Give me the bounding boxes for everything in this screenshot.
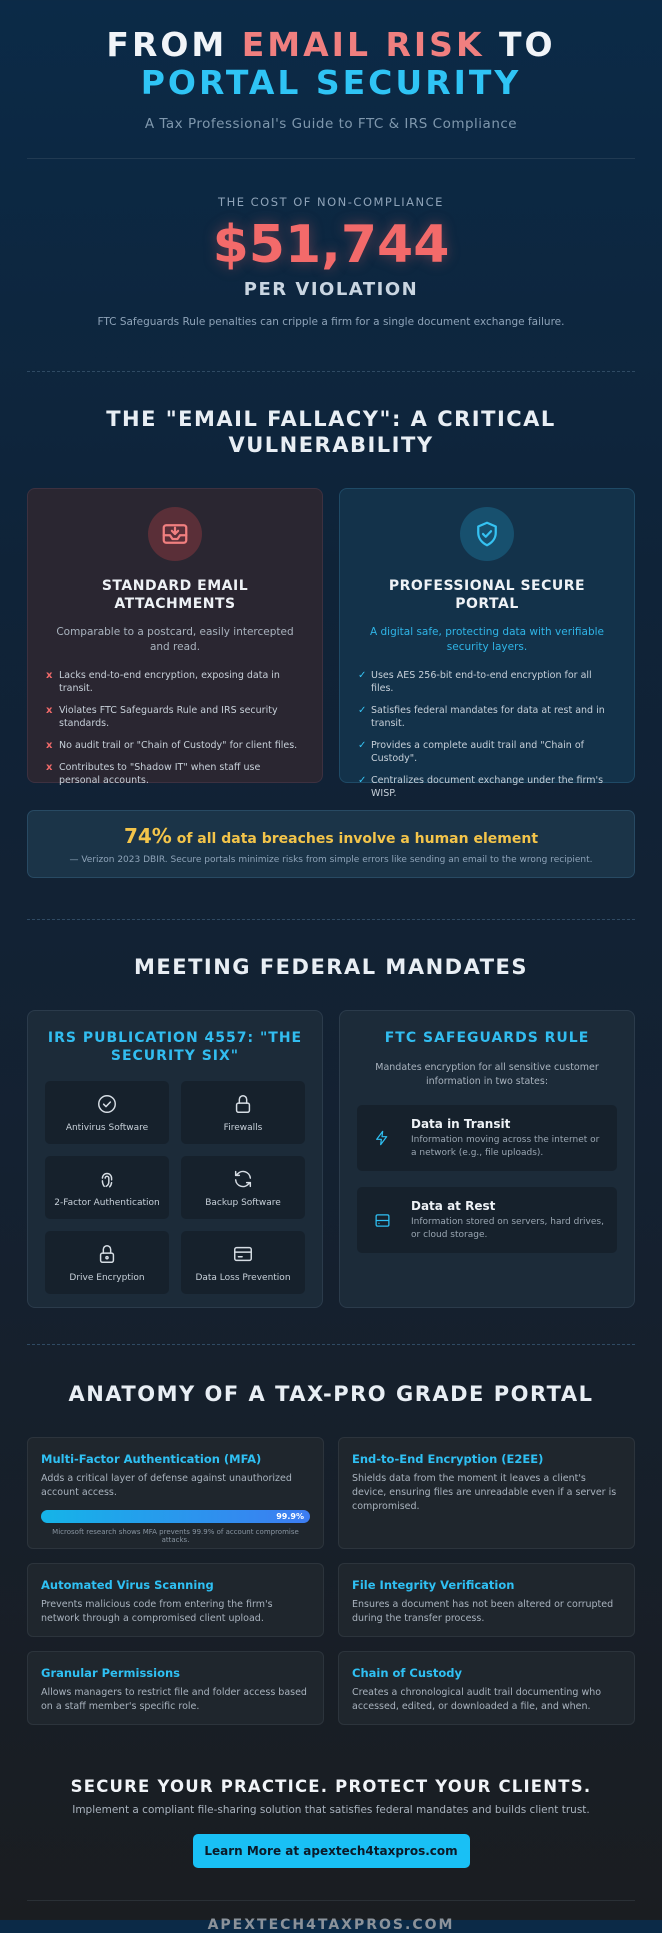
feature-e2ee: End-to-End Encryption (E2EE) Shields data from the moment it leaves a client's device, ensuring files are unreadable even if a server is compromised. <box>338 1437 635 1549</box>
learn-more-button[interactable]: Learn More at apextech4taxpros.com <box>193 1834 470 1868</box>
lock-icon <box>232 1093 254 1115</box>
ftc-card <box>339 1010 635 1308</box>
feature-mfa: Multi-Factor Authentication (MFA) Adds a critical layer of defense against unauthorized account access. 99.9% Microsoft research shows MFA prevents 99.9% of account compromise attacks. <box>27 1437 324 1549</box>
email-card <box>27 488 323 786</box>
list-item: ✓ Centralizes document exchange under the firm's WISP. <box>358 775 604 799</box>
breach-stat-banner <box>27 810 635 878</box>
cta-title: SECURE YOUR PRACTICE. PROTECT YOUR CLIENTS. <box>70 1777 592 1796</box>
cost-amount: $51,744 <box>212 215 450 275</box>
check-icon: ✓ <box>358 670 367 681</box>
stat-source: — Verizon 2023 DBIR. Secure portals minimize risks from simple errors like sending an email to the wrong recipient. <box>69 855 593 865</box>
data-at-rest: Data at Rest Information stored on servers, hard drives, or cloud storage. <box>357 1187 617 1253</box>
stat-headline <box>28 824 634 848</box>
cta-section <box>27 1725 635 1868</box>
comparison <box>27 488 635 799</box>
cost-description: FTC Safeguards Rule penalties can cripple a firm for a single document exchange failure. <box>97 316 565 328</box>
cost-section <box>27 159 635 371</box>
cta-description: Implement a compliant file-sharing solution that satisfies federal mandates and builds client trust. <box>72 1804 590 1816</box>
tile-antivirus: Antivirus Software <box>45 1081 169 1144</box>
anatomy-section <box>27 1345 635 1725</box>
portal-card-title: PROFESSIONAL SECURE PORTAL <box>388 578 586 612</box>
padlock-icon <box>96 1243 118 1265</box>
feature-file-integrity: File Integrity Verification Ensures a document has not been altered or corrupted during the transfer process. <box>338 1563 635 1637</box>
irs-card <box>27 1010 323 1308</box>
tile-backup: Backup Software <box>181 1156 305 1219</box>
stat-text: of all data breaches involve a human element <box>176 831 539 847</box>
title-from: FROM <box>106 25 228 64</box>
x-icon: x <box>46 740 53 751</box>
list-item: ✓ Provides a complete audit trail and "Chain of Custody". <box>358 740 584 764</box>
fingerprint-icon <box>96 1168 118 1190</box>
x-icon: x <box>46 762 53 773</box>
irs-card-title: IRS PUBLICATION 4557: "THE SECURITY SIX" <box>47 1030 303 1064</box>
card-icon <box>232 1243 254 1265</box>
check-icon: ✓ <box>358 775 367 786</box>
email-list <box>46 669 304 787</box>
data-in-transit: Data in Transit Information moving across the internet or a network (e.g., file uploads). <box>357 1105 617 1171</box>
envelope-icon <box>148 507 202 561</box>
portal-card-tagline: A digital safe, protecting data with verifiable security layers. <box>369 626 605 653</box>
feature-chain-of-custody: Chain of Custody Creates a chronological audit trail documenting who accessed, edited, or downloaded a file, and when. <box>338 1651 635 1725</box>
cost-per: PER VIOLATION <box>243 279 419 300</box>
email-card-tagline: Comparable to a postcard, easily intercepted and read. <box>56 626 294 653</box>
title-email-risk: EMAIL RISK <box>241 25 485 64</box>
lightning-icon <box>369 1130 395 1146</box>
feature-virus-scanning: Automated Virus Scanning Prevents malicious code from entering the firm's network through a compromised client upload. <box>27 1563 324 1637</box>
mfa-progress-fill <box>41 1510 310 1523</box>
tile-dlp: Data Loss Prevention <box>181 1231 305 1294</box>
list-item: x Violates FTC Safeguards Rule and IRS security standards. <box>46 705 278 729</box>
x-icon: x <box>46 670 53 681</box>
tile-firewalls: Firewalls <box>181 1081 305 1144</box>
feature-granular-permissions: Granular Permissions Allows managers to restrict file and folder access based on a staff member's specific role. <box>27 1651 324 1725</box>
title-to: TO <box>499 25 556 64</box>
fallacy-title: THE "EMAIL FALLACY": A CRITICAL VULNERABILITY <box>106 407 556 457</box>
list-item: ✓ Satisfies federal mandates for data at rest and in transit. <box>358 705 605 729</box>
anatomy-title: ANATOMY OF A TAX-PRO GRADE PORTAL <box>68 1382 594 1406</box>
stat-percent: 74% <box>123 824 172 848</box>
tile-drive-encryption: Drive Encryption <box>45 1231 169 1294</box>
footer-brand: APEXTECH4TAXPROS.COM <box>207 1917 455 1933</box>
header <box>27 0 635 132</box>
mfa-progress-bar <box>41 1510 310 1523</box>
check-icon: ✓ <box>358 740 367 751</box>
portal-card <box>339 488 635 799</box>
shield-check-icon <box>460 507 514 561</box>
list-item: x Contributes to "Shadow IT" when staff use personal accounts. <box>46 762 261 786</box>
cost-label: THE COST OF NON-COMPLIANCE <box>218 195 444 209</box>
mandates-section <box>27 920 635 1308</box>
ftc-description: Mandates encryption for all sensitive customer information in two states: <box>375 1062 599 1087</box>
fallacy-section <box>27 372 635 878</box>
page-title <box>27 26 635 102</box>
refresh-icon <box>232 1168 254 1190</box>
ftc-card-title: FTC SAFEGUARDS RULE <box>384 1030 590 1046</box>
mfa-progress-label: 99.9% <box>276 1512 304 1521</box>
title-portal-security: PORTAL SECURITY <box>140 63 522 102</box>
list-item: ✓ Uses AES 256-bit end-to-end encryption for all files. <box>358 670 592 694</box>
footer-divider <box>27 1900 635 1901</box>
portal-list <box>358 669 616 800</box>
page-subtitle: A Tax Professional's Guide to FTC & IRS Compliance <box>144 116 518 132</box>
email-card-title: STANDARD EMAIL ATTACHMENTS <box>101 578 249 612</box>
mfa-note: Microsoft research shows MFA prevents 99.9% of account compromise attacks. <box>52 1528 299 1544</box>
check-circle-icon <box>96 1093 118 1115</box>
feature-grid <box>27 1437 635 1725</box>
tile-2fa: 2-Factor Authentication <box>45 1156 169 1219</box>
x-icon: x <box>46 705 53 716</box>
security-six-grid <box>45 1081 305 1294</box>
mandates-cards <box>27 1010 635 1308</box>
check-icon: ✓ <box>358 705 367 716</box>
list-item: x No audit trail or "Chain of Custody" for client files. <box>46 740 298 751</box>
list-item: x Lacks end-to-end encryption, exposing data in transit. <box>46 670 280 694</box>
server-icon <box>369 1212 395 1229</box>
mandates-title: MEETING FEDERAL MANDATES <box>133 955 528 979</box>
